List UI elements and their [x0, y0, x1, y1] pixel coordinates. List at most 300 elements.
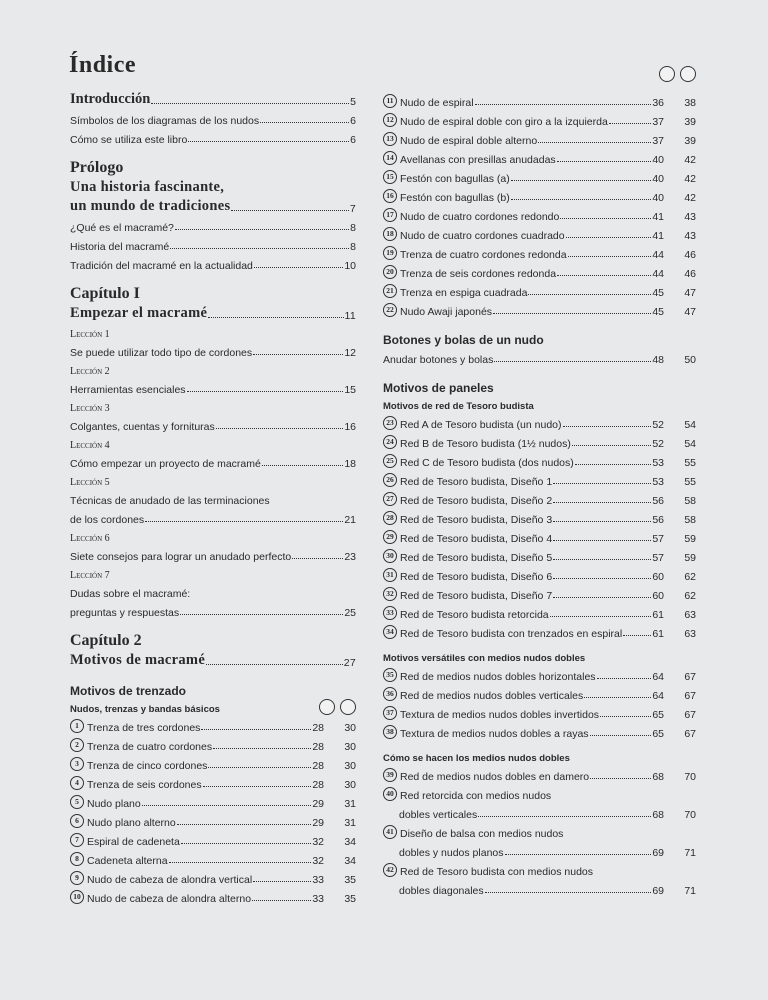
chapter-heading	[70, 628, 356, 650]
lesson-label	[70, 433, 356, 451]
page-number: 28	[312, 741, 324, 753]
entry-label: Símbolos de los diagramas de los nudos	[70, 115, 260, 127]
toc-entry[interactable]	[70, 867, 356, 886]
entry-label: Lección 1	[70, 329, 110, 340]
toc-entry[interactable]	[383, 431, 696, 450]
item-number-badge: 18	[383, 227, 397, 241]
dot-leader	[572, 445, 651, 446]
entry-label: Motivos versátiles con medios nudos dobles	[383, 653, 586, 664]
dot-leader	[292, 558, 343, 559]
dot-leader	[206, 664, 343, 665]
toc-entry[interactable]	[383, 147, 696, 166]
toc-entry[interactable]	[383, 109, 696, 128]
dot-leader	[187, 391, 344, 392]
toc-entry[interactable]	[383, 507, 696, 526]
toc-entry[interactable]	[383, 242, 696, 261]
dot-leader	[590, 778, 651, 779]
page-number: 25	[344, 607, 356, 619]
toc-entry[interactable]	[383, 764, 696, 783]
entry-label: Historia del macramé	[70, 241, 170, 253]
page-number-how-to: 30	[344, 741, 356, 753]
chapter-heading	[70, 281, 356, 303]
entry-label: Trenza de cuatro cordones redonda	[400, 249, 567, 261]
dot-leader	[475, 104, 652, 105]
entry-label: Trenza de seis cordones	[87, 779, 202, 791]
toc-right-column	[383, 90, 696, 897]
dot-leader	[494, 361, 651, 362]
item-number-badge: 39	[383, 768, 397, 782]
dot-leader	[575, 464, 652, 465]
dot-leader	[201, 729, 311, 730]
toc-entry[interactable]	[383, 261, 696, 280]
dot-leader	[623, 635, 651, 636]
dot-leader	[553, 597, 651, 598]
item-number-badge: 14	[383, 151, 397, 165]
toc-entry	[383, 821, 696, 840]
toc-entry[interactable]	[383, 721, 696, 740]
item-number-badge: 4	[70, 776, 84, 790]
toc-entry	[383, 783, 696, 802]
entry-label: Textura de medios nudos dobles invertidos	[400, 709, 600, 721]
toc-entry[interactable]	[383, 488, 696, 507]
page-number-how-to: 43	[684, 211, 696, 223]
page-number-how-to: 54	[684, 438, 696, 450]
dot-leader	[208, 317, 343, 318]
page-number: 53	[652, 457, 664, 469]
page-number: 64	[652, 671, 664, 683]
section-heading	[383, 327, 696, 347]
item-number-badge: 13	[383, 132, 397, 146]
page-number: 28	[312, 722, 324, 734]
entry-label: Introducción	[70, 91, 151, 107]
item-number-badge: 24	[383, 435, 397, 449]
entry-label: dobles verticales	[399, 809, 478, 821]
dot-leader	[170, 248, 349, 249]
toc-entry[interactable]	[383, 621, 696, 640]
page-number: 33	[312, 874, 324, 886]
toc-entry[interactable]	[383, 166, 696, 185]
photo-icon	[319, 699, 335, 715]
page-number: 41	[652, 230, 664, 242]
dot-leader	[177, 824, 312, 825]
entry-label: Red C de Tesoro budista (dos nudos)	[400, 457, 574, 469]
page-number: 53	[652, 476, 664, 488]
entry-label: Dudas sobre el macramé:	[70, 588, 191, 600]
page-number: 64	[652, 690, 664, 702]
page-number-how-to: 63	[684, 609, 696, 621]
entry-label: Red de Tesoro budista, Diseño 1	[400, 476, 553, 488]
page-number: 28	[312, 760, 324, 772]
entry-label: Red de medios nudos dobles verticales	[400, 690, 584, 702]
item-number-badge: 5	[70, 795, 84, 809]
toc-entry[interactable]	[383, 602, 696, 621]
dot-leader	[511, 199, 652, 200]
entry-label: dobles y nudos planos	[399, 847, 504, 859]
entry-label: ¿Qué es el macramé?	[70, 222, 174, 234]
dot-leader	[142, 805, 312, 806]
page-number-how-to: 62	[684, 571, 696, 583]
entry-label: Capítulo I	[70, 285, 140, 302]
toc-entry[interactable]	[383, 583, 696, 602]
item-number-badge: 12	[383, 113, 397, 127]
page-number: 41	[652, 211, 664, 223]
page-number: 60	[652, 571, 664, 583]
toc-entry[interactable]	[383, 185, 696, 204]
page-number: 40	[652, 192, 664, 204]
page-number-how-to: 46	[684, 249, 696, 261]
page-number-how-to: 30	[344, 760, 356, 772]
page-number: 61	[652, 609, 664, 621]
toc-entry[interactable]	[383, 412, 696, 431]
page-number: 45	[652, 287, 664, 299]
toc-entry[interactable]	[383, 840, 696, 859]
toc-entry[interactable]	[70, 791, 356, 810]
item-number-badge: 20	[383, 265, 397, 279]
page-number-how-to: 58	[684, 514, 696, 526]
lesson-label	[70, 563, 356, 581]
toc-entry[interactable]	[70, 810, 356, 829]
dot-leader	[169, 862, 312, 863]
dot-leader	[557, 275, 651, 276]
toc-entry[interactable]	[383, 526, 696, 545]
entry-label: Red de Tesoro budista, Diseño 5	[400, 552, 553, 564]
dot-leader	[584, 697, 651, 698]
toc-entry[interactable]	[383, 878, 696, 897]
entry-label: Festón con bagullas (b)	[400, 192, 510, 204]
toc-entry[interactable]	[70, 772, 356, 791]
page-number-how-to: 42	[684, 154, 696, 166]
page-number: 44	[652, 268, 664, 280]
dot-leader	[511, 180, 652, 181]
toc-entry[interactable]	[70, 829, 356, 848]
entry-label: Nudo de cabeza de alondra alterno	[87, 893, 252, 905]
page-number-how-to: 50	[684, 354, 696, 366]
item-number-badge: 15	[383, 170, 397, 184]
entry-label: Red de medios nudos dobles en damero	[400, 771, 590, 783]
entry-label: dobles diagonales	[399, 885, 484, 897]
entry-label: Red de Tesoro budista, Diseño 4	[400, 533, 553, 545]
subsection-heading	[70, 698, 356, 715]
page-number: 15	[344, 384, 356, 396]
toc-entry	[383, 859, 696, 878]
page-number: 12	[344, 347, 356, 359]
toc-entry[interactable]	[383, 802, 696, 821]
dot-leader	[538, 142, 651, 143]
entry-label: Motivos de macramé	[70, 652, 206, 668]
item-number-badge: 16	[383, 189, 397, 203]
page-number-how-to: 70	[684, 771, 696, 783]
toc-left-column	[70, 88, 356, 905]
page-number-how-to: 43	[684, 230, 696, 242]
page-number-how-to: 31	[344, 798, 356, 810]
toc-entry[interactable]	[383, 564, 696, 583]
dot-leader	[553, 559, 651, 560]
page-number: 69	[652, 847, 664, 859]
toc-entry[interactable]	[70, 303, 356, 322]
page-number: 65	[652, 728, 664, 740]
toc-entry[interactable]	[70, 600, 356, 619]
page-number: 32	[312, 855, 324, 867]
entry-label: Espiral de cadeneta	[87, 836, 180, 848]
page-number: 5	[350, 96, 356, 108]
item-number-badge: 35	[383, 668, 397, 682]
page-number: 61	[652, 628, 664, 640]
toc-entry[interactable]	[383, 280, 696, 299]
entry-label: Capítulo 2	[70, 632, 142, 649]
page-number: 56	[652, 514, 664, 526]
toc-entry[interactable]	[70, 451, 356, 470]
toc-entry[interactable]	[383, 223, 696, 242]
page-number: 29	[312, 817, 324, 829]
entry-label: Red B de Tesoro budista (1½ nudos)	[400, 438, 571, 450]
toc-entry[interactable]	[70, 88, 356, 108]
entry-label: Nudo de cuatro cordones cuadrado	[400, 230, 565, 242]
page-number-how-to: 38	[684, 97, 696, 109]
entry-label: Cómo se hacen los medios nudos dobles	[383, 753, 570, 764]
entry-label: Trenza en espiga cuadrada	[400, 287, 528, 299]
page-number-how-to: 30	[344, 779, 356, 791]
page-number-how-to: 54	[684, 419, 696, 431]
page-number: 23	[344, 551, 356, 563]
toc-entry[interactable]	[70, 215, 356, 234]
entry-label: Nudo de cuatro cordones redondo	[400, 211, 560, 223]
dot-leader	[566, 237, 652, 238]
entry-label: Red de Tesoro budista, Diseño 2	[400, 495, 553, 507]
page-number-how-to: 39	[684, 135, 696, 147]
entry-label: Nudo de cabeza de alondra vertical	[87, 874, 253, 886]
toc-entry[interactable]	[383, 450, 696, 469]
dot-leader	[260, 122, 349, 123]
page-number-how-to: 39	[684, 116, 696, 128]
page-number-how-to: 59	[684, 552, 696, 564]
lesson-label	[70, 526, 356, 544]
item-number-badge: 27	[383, 492, 397, 506]
toc-entry[interactable]	[70, 234, 356, 253]
page-number: 6	[350, 115, 356, 127]
toc-entry	[70, 177, 356, 196]
dot-leader	[553, 502, 651, 503]
entry-label: Diseño de balsa con medios nudos	[400, 828, 564, 840]
dot-leader	[181, 843, 311, 844]
photo-icon	[659, 66, 675, 82]
toc-entry[interactable]	[70, 414, 356, 433]
toc-entry[interactable]	[70, 127, 356, 146]
toc-entry[interactable]	[70, 377, 356, 396]
dot-leader	[231, 210, 348, 211]
item-number-badge: 33	[383, 606, 397, 620]
page-number: 21	[344, 514, 356, 526]
toc-entry[interactable]	[383, 702, 696, 721]
section-heading	[70, 678, 356, 698]
page-number: 10	[344, 260, 356, 272]
page-number: 27	[343, 657, 356, 669]
item-number-badge: 42	[383, 863, 397, 877]
dot-leader	[213, 748, 311, 749]
dot-leader	[478, 816, 651, 817]
entry-label: Trenza de tres cordones	[87, 722, 201, 734]
page-number-how-to: 67	[684, 709, 696, 721]
dot-leader	[568, 256, 652, 257]
entry-label: Prólogo	[70, 159, 124, 176]
item-number-badge: 7	[70, 833, 84, 847]
page-number-how-to: 62	[684, 590, 696, 602]
section-heading	[383, 375, 696, 395]
dot-leader	[553, 521, 651, 522]
entry-label: Red retorcida con medios nudos	[400, 790, 552, 802]
toc-entry[interactable]	[383, 683, 696, 702]
entry-label: Empezar el macramé	[70, 305, 208, 321]
toc-entry[interactable]	[383, 545, 696, 564]
subsection-heading	[383, 395, 696, 412]
toc-entry[interactable]	[383, 90, 696, 109]
column-icons	[319, 699, 356, 715]
page-number: 36	[652, 97, 664, 109]
dot-leader	[553, 540, 651, 541]
item-number-badge: 2	[70, 738, 84, 752]
entry-label: Festón con bagullas (a)	[400, 173, 510, 185]
page-number-how-to: 35	[344, 874, 356, 886]
toc-entry[interactable]	[70, 848, 356, 867]
entry-label: de los cordones	[70, 514, 145, 526]
page-number-how-to: 67	[684, 690, 696, 702]
page-number: 37	[652, 116, 664, 128]
item-number-badge: 10	[70, 890, 84, 904]
page-number-how-to: 42	[684, 192, 696, 204]
toc-entry[interactable]	[70, 715, 356, 734]
page-number: 11	[344, 310, 356, 322]
entry-label: Lección 4	[70, 440, 110, 451]
dot-leader	[151, 103, 349, 104]
toc-entry[interactable]	[70, 340, 356, 359]
item-number-badge: 9	[70, 871, 84, 885]
page-number: 29	[312, 798, 324, 810]
entry-label: Colgantes, cuentas y fornituras	[70, 421, 215, 433]
item-number-badge: 28	[383, 511, 397, 525]
entry-label: Red de Tesoro budista, Diseño 6	[400, 571, 553, 583]
entry-label: Lección 6	[70, 533, 110, 544]
entry-label: Avellanas con presillas anudadas	[400, 154, 556, 166]
toc-entry[interactable]	[70, 650, 356, 669]
entry-label: Red de Tesoro budista retorcida	[400, 609, 549, 621]
toc-entry[interactable]	[383, 128, 696, 147]
entry-label: Red de Tesoro budista, Diseño 3	[400, 514, 553, 526]
page-number-how-to: 47	[684, 287, 696, 299]
page-number-how-to: 55	[684, 476, 696, 488]
item-number-badge: 30	[383, 549, 397, 563]
item-number-badge: 22	[383, 303, 397, 317]
toc-entry[interactable]	[70, 886, 356, 905]
toc-entry[interactable]	[383, 299, 696, 318]
page-number-how-to: 55	[684, 457, 696, 469]
toc-entry	[70, 581, 356, 600]
entry-label: Anudar botones y bolas	[383, 354, 494, 366]
dot-leader	[563, 426, 652, 427]
entry-label: Nudo plano	[87, 798, 141, 810]
toc-entry[interactable]	[70, 253, 356, 272]
entry-label: Siete consejos para lograr un anudado perfecto	[70, 551, 292, 563]
entry-label: Herramientas esenciales	[70, 384, 186, 396]
entry-label: Nudo Awaji japonés	[400, 306, 493, 318]
dot-leader	[485, 892, 652, 893]
page-number: 28	[312, 779, 324, 791]
dot-leader	[145, 521, 343, 522]
toc-entry[interactable]	[70, 753, 356, 772]
page-number-how-to: 46	[684, 268, 696, 280]
page-number-how-to: 34	[344, 855, 356, 867]
toc-entry[interactable]	[70, 507, 356, 526]
page-number-how-to: 34	[344, 836, 356, 848]
toc-entry[interactable]	[383, 204, 696, 223]
lesson-label	[70, 322, 356, 340]
toc-entry[interactable]	[383, 347, 696, 366]
page-number: 57	[652, 552, 664, 564]
entry-label: Cómo se utiliza este libro	[70, 134, 188, 146]
column-icons	[659, 66, 696, 80]
item-number-badge: 32	[383, 587, 397, 601]
entry-label: Cómo empezar un proyecto de macramé	[70, 458, 261, 470]
item-number-badge: 3	[70, 757, 84, 771]
chapter-heading	[70, 155, 356, 177]
entry-label: Trenza de cinco cordones	[87, 760, 208, 772]
page-number: 52	[652, 419, 664, 431]
entry-label: Red de Tesoro budista con medios nudos	[400, 866, 594, 878]
lesson-label	[70, 396, 356, 414]
page-number: 6	[350, 134, 356, 146]
page-number-how-to: 58	[684, 495, 696, 507]
toc-entry[interactable]	[383, 469, 696, 488]
item-number-badge: 38	[383, 725, 397, 739]
page-number: 33	[312, 893, 324, 905]
toc-entry[interactable]	[70, 108, 356, 127]
dot-leader	[253, 354, 343, 355]
entry-label: Lección 2	[70, 366, 110, 377]
dot-leader	[505, 854, 652, 855]
toc-entry[interactable]	[70, 734, 356, 753]
page-number-how-to: 67	[684, 728, 696, 740]
page-number-how-to: 71	[684, 847, 696, 859]
dot-leader	[188, 141, 349, 142]
dot-leader	[254, 267, 343, 268]
dot-leader	[528, 294, 651, 295]
entry-label: un mundo de tradiciones	[70, 198, 231, 214]
item-number-badge: 6	[70, 814, 84, 828]
item-number-badge: 19	[383, 246, 397, 260]
page-number: 32	[312, 836, 324, 848]
entry-label: Red de medios nudos dobles horizontales	[400, 671, 596, 683]
lesson-label	[70, 470, 356, 488]
subsection-heading	[383, 747, 696, 764]
toc-entry[interactable]	[70, 196, 356, 215]
page-number: 65	[652, 709, 664, 721]
toc-entry[interactable]	[383, 664, 696, 683]
entry-label: Trenza de seis cordones redonda	[400, 268, 557, 280]
page-title: Índice	[69, 52, 137, 78]
page-number-how-to: 30	[344, 722, 356, 734]
dot-leader	[560, 218, 651, 219]
page-number: 8	[350, 241, 356, 253]
how-to-icon	[340, 699, 356, 715]
entry-label: Técnicas de anudado de las terminaciones	[70, 495, 270, 507]
dot-leader	[590, 735, 652, 736]
page-number: 68	[652, 809, 664, 821]
toc-entry[interactable]	[70, 544, 356, 563]
entry-label: Nudo de espiral doble alterno	[400, 135, 538, 147]
entry-label: Lección 3	[70, 403, 110, 414]
entry-label: Lección 5	[70, 477, 110, 488]
item-number-badge: 36	[383, 687, 397, 701]
dot-leader	[180, 614, 343, 615]
entry-label: preguntas y respuestas	[70, 607, 180, 619]
